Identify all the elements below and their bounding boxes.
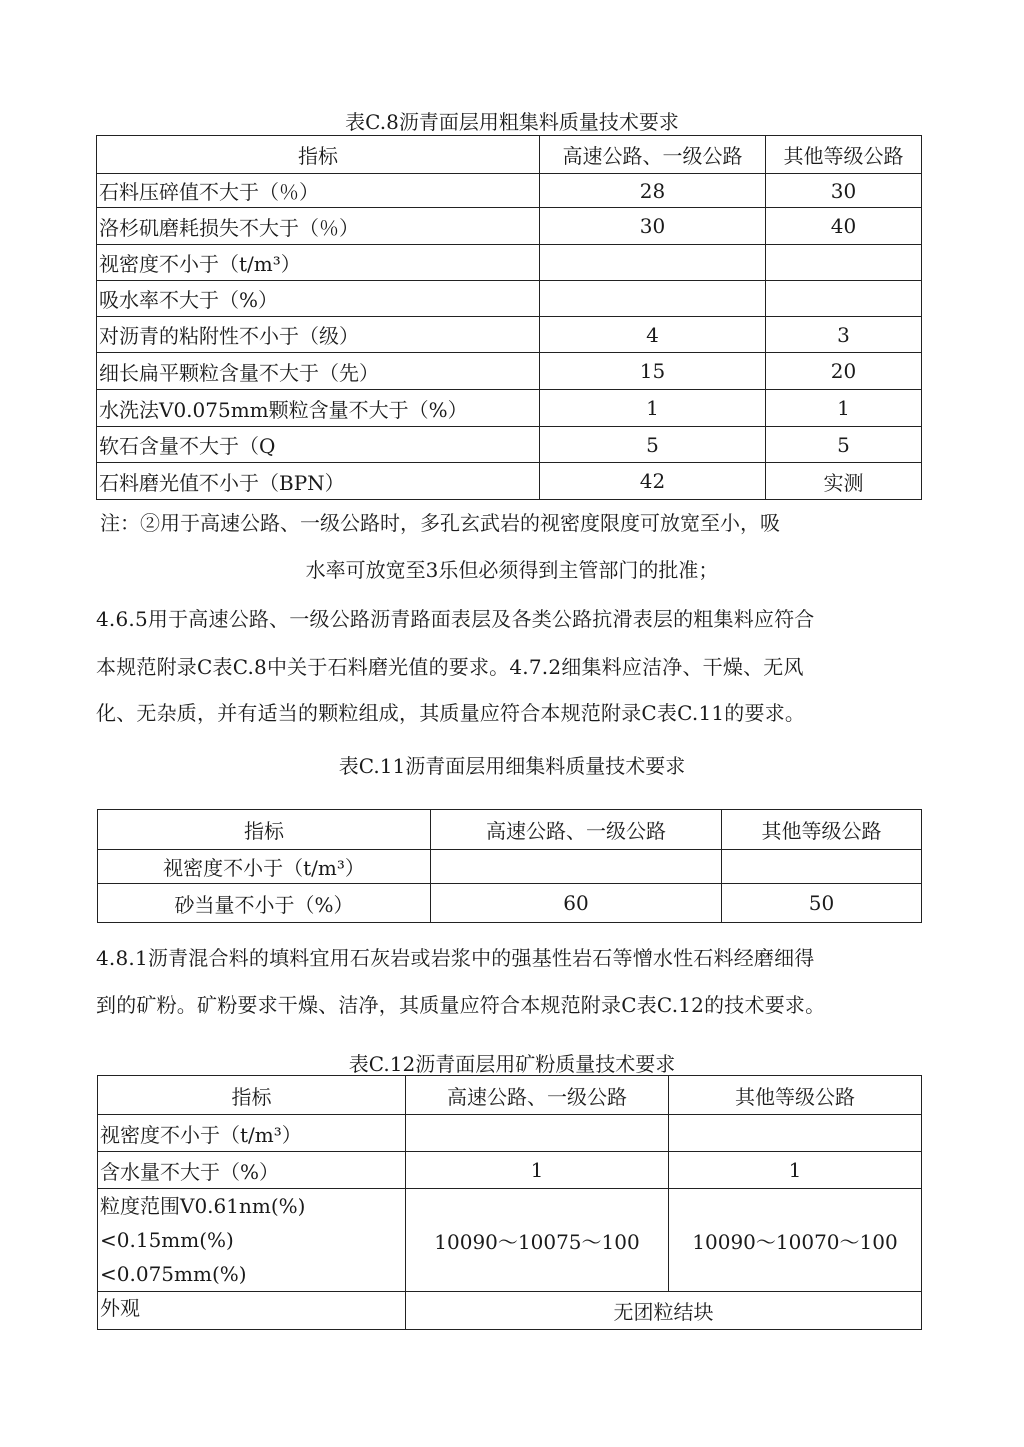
paragraph-line: 4.6.5用于高速公路、一级公路沥青路面表层及各类公路抗滑表层的粗集料应符合 <box>96 607 815 631</box>
table-cell: 50 <box>722 884 922 923</box>
table-row <box>98 1189 922 1292</box>
table-cell: 60 <box>431 884 722 923</box>
table-c8-note-line1: 注：②用于高速公路、一级公路时，多孔玄武岩的视密度限度可放宽至小，吸 <box>100 511 780 535</box>
table-cell: 视密度不小于（t/m³） <box>97 245 540 281</box>
table-cell: 10090～10070～100 <box>669 1189 922 1292</box>
table-row <box>98 884 922 923</box>
table-cell: 对沥青的粘附性不小于（级） <box>97 317 540 353</box>
table-row <box>97 353 922 390</box>
table-c11-header: 其他等级公路 <box>722 810 922 850</box>
table-c11-header-row <box>98 810 922 850</box>
table-row <box>97 390 922 427</box>
table-cell: 1 <box>766 390 922 427</box>
grain-range-label: <0.15mm(%) <box>100 1228 234 1252</box>
table-cell <box>766 245 922 281</box>
table-c12-header: 高速公路、一级公路 <box>406 1076 669 1115</box>
table-cell <box>540 245 766 281</box>
table-row <box>98 1152 922 1189</box>
table-c8-header-row <box>97 136 922 174</box>
table-row <box>97 463 922 500</box>
table-cell <box>406 1115 669 1152</box>
table-cell: 40 <box>766 208 922 245</box>
table-cell: 砂当量不小于（%） <box>98 884 431 923</box>
table-cell: 外观 <box>98 1292 406 1330</box>
table-cell: 42 <box>540 463 766 500</box>
table-row <box>97 245 922 281</box>
table-cell: 3 <box>766 317 922 353</box>
table-row <box>97 427 922 463</box>
table-cell: 软石含量不大于（Q <box>97 427 540 463</box>
table-cell: 石料磨光值不小于（BPN） <box>97 463 540 500</box>
paragraph-line: 到的矿粉。矿粉要求干燥、洁净，其质量应符合本规范附录C表C.12的技术要求。 <box>96 993 826 1017</box>
paragraph-line: 化、无杂质，并有适当的颗粒组成，其质量应符合本规范附录C表C.11的要求。 <box>96 701 806 725</box>
table-c11-header: 高速公路、一级公路 <box>431 810 722 850</box>
table-cell: 无团粒结块 <box>406 1292 922 1330</box>
table-row <box>98 850 922 884</box>
table-c11-header: 指标 <box>98 810 431 850</box>
table-cell: 含水量不大于（%） <box>98 1152 406 1189</box>
table-cell: 15 <box>540 353 766 390</box>
table-cell: 1 <box>406 1152 669 1189</box>
table-row <box>97 174 922 208</box>
table-cell: 20 <box>766 353 922 390</box>
table-cell: 1 <box>669 1152 922 1189</box>
table-cell: 视密度不小于（t/m³） <box>98 1115 406 1152</box>
table-cell: 10090～10075～100 <box>406 1189 669 1292</box>
table-c8-header: 其他等级公路 <box>766 136 922 174</box>
table-row <box>98 1115 922 1152</box>
table-cell: 石料压碎值不大于（％） <box>97 174 540 208</box>
grain-range-label: <0.075mm(%) <box>100 1262 247 1286</box>
table-c12 <box>97 1075 922 1330</box>
table-cell: 细长扁平颗粒含量不大于（先） <box>97 353 540 390</box>
table-cell: 洛杉矶磨耗损失不大于（％） <box>97 208 540 245</box>
table-cell: 1 <box>540 390 766 427</box>
table-c8-note-line2: 水率可放宽至3乐但必须得到主管部门的批准； <box>305 558 719 582</box>
table-row <box>97 281 922 317</box>
table-cell: 视密度不小于（t/m³） <box>98 850 431 884</box>
table-cell: 水洗法V0.075mm颗粒含量不大于（%） <box>97 390 540 427</box>
table-c12-caption: 表C.12沥青面层用矿粉质量技术要求 <box>348 1052 676 1076</box>
table-row <box>97 208 922 245</box>
table-cell <box>540 281 766 317</box>
table-cell <box>431 850 722 884</box>
table-row <box>97 317 922 353</box>
table-cell <box>722 850 922 884</box>
table-cell: 30 <box>766 174 922 208</box>
paragraph-line: 4.8.1沥青混合料的填料宜用石灰岩或岩浆中的强基性岩石等憎水性石料经磨细得 <box>96 946 815 970</box>
table-cell: 4 <box>540 317 766 353</box>
table-cell: 30 <box>540 208 766 245</box>
table-c11-caption: 表C.11沥青面层用细集料质量技术要求 <box>338 754 686 778</box>
table-cell: 28 <box>540 174 766 208</box>
table-cell: 实测 <box>766 463 922 500</box>
table-c12-header: 指标 <box>98 1076 406 1115</box>
table-row <box>98 1292 922 1330</box>
table-c12-header-row <box>98 1076 922 1115</box>
table-cell <box>98 1189 406 1292</box>
table-cell: 5 <box>766 427 922 463</box>
table-c8 <box>96 135 922 500</box>
table-cell: 吸水率不大于（%） <box>97 281 540 317</box>
table-c11 <box>97 809 922 923</box>
table-c12-header: 其他等级公路 <box>669 1076 922 1115</box>
paragraph-line: 本规范附录C表C.8中关于石料磨光值的要求。4.7.2细集料应洁净、干燥、无风 <box>96 655 804 679</box>
grain-range-label: 粒度范围V0.61nm(%) <box>100 1194 306 1218</box>
table-c8-caption: 表C.8沥青面层用粗集料质量技术要求 <box>345 110 679 134</box>
table-cell <box>766 281 922 317</box>
table-c8-header: 指标 <box>97 136 540 174</box>
table-cell: 5 <box>540 427 766 463</box>
table-cell <box>669 1115 922 1152</box>
table-c8-header: 高速公路、一级公路 <box>540 136 766 174</box>
